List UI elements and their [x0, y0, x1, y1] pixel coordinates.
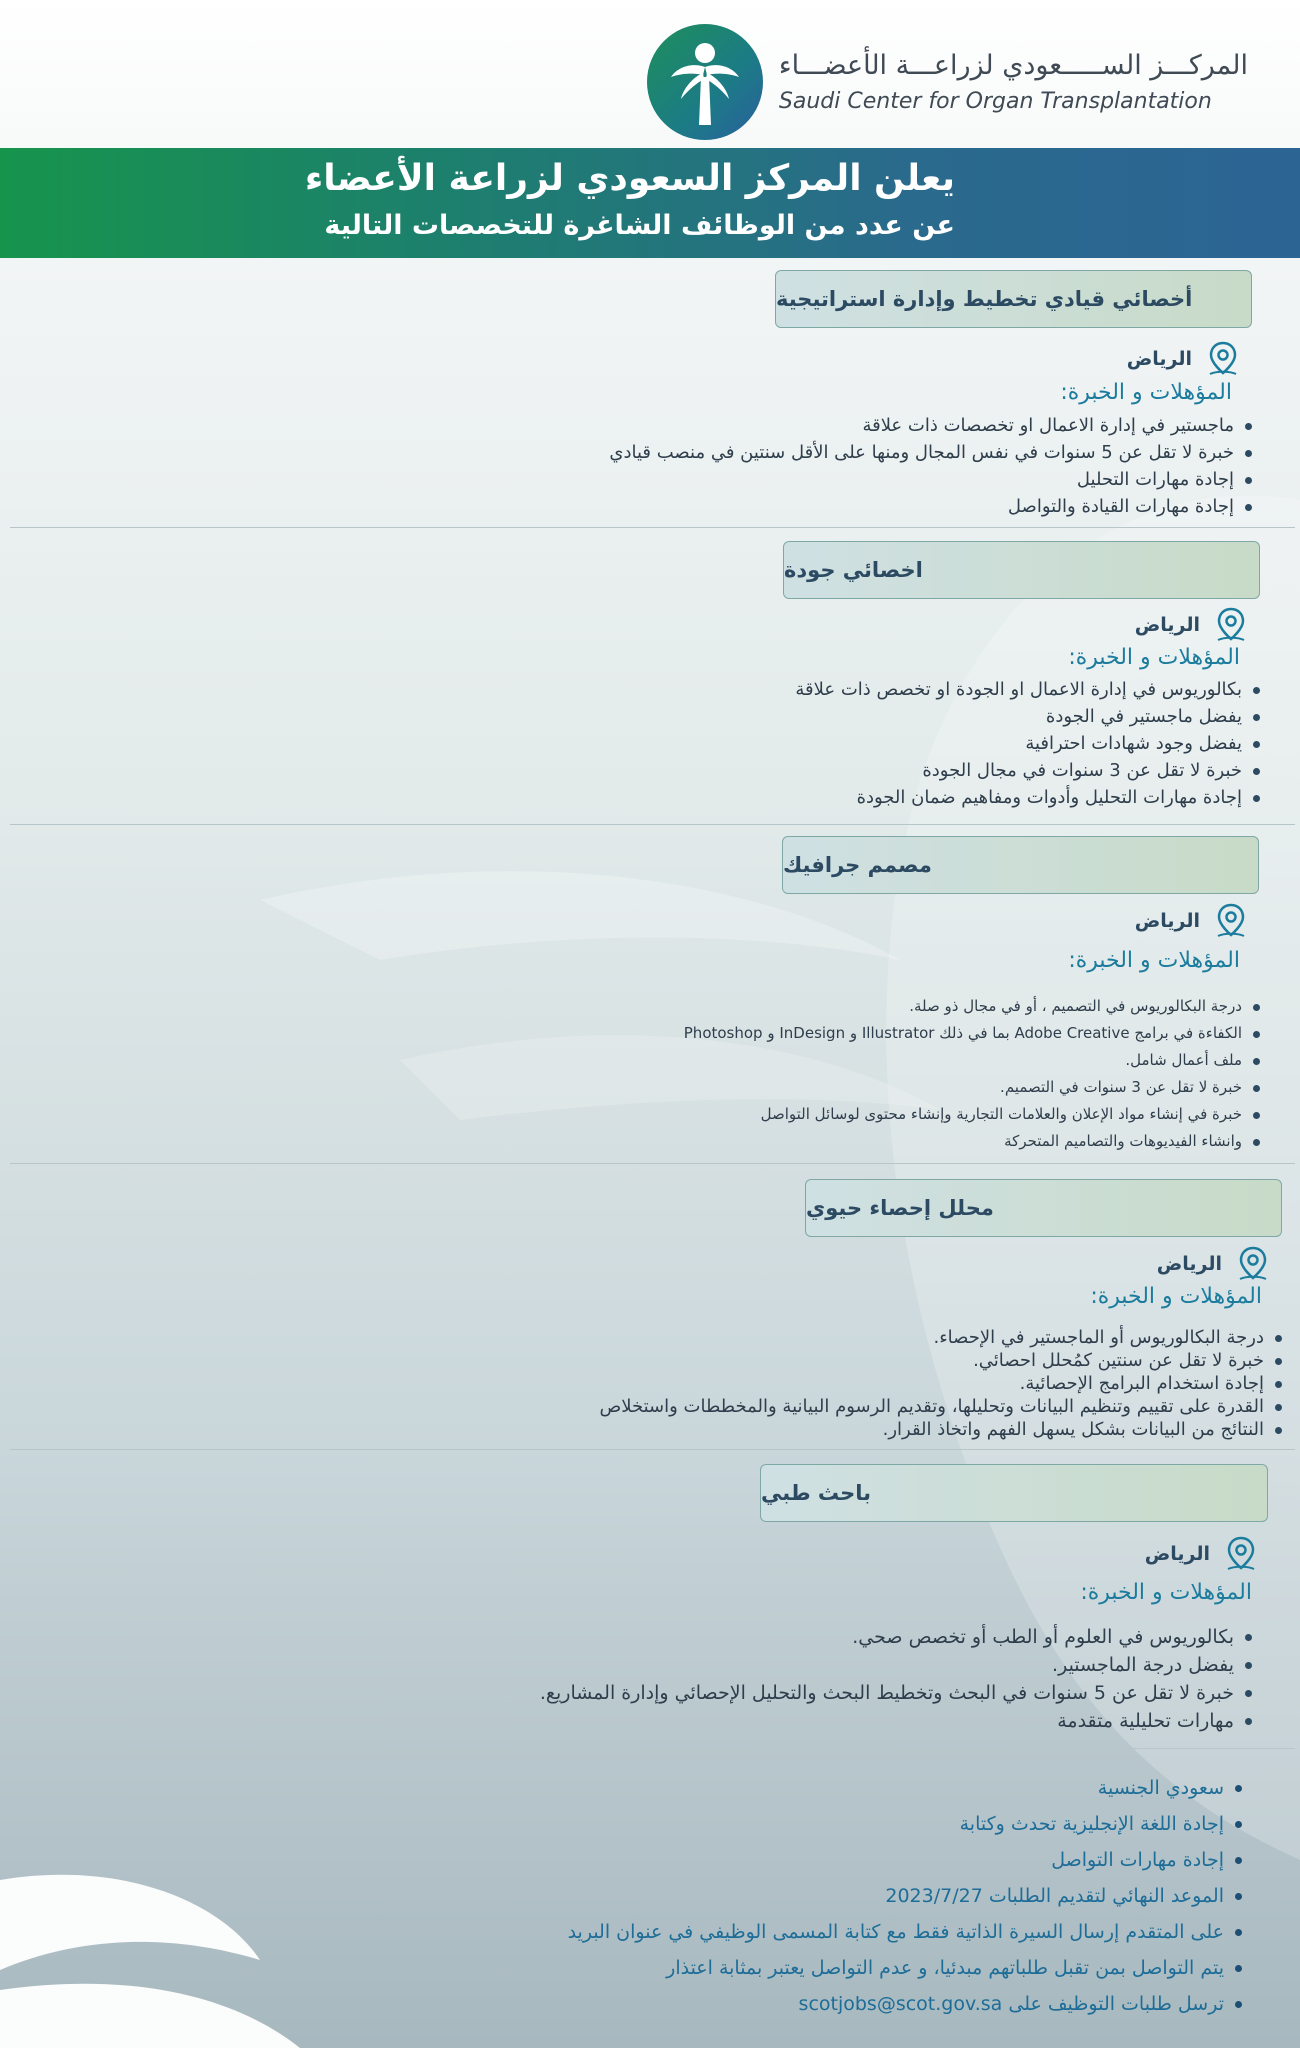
list-item: إجادة استخدام البرامج الإحصائية. [600, 1372, 1283, 1395]
requirement-item: إجادة مهارات التواصل [568, 1842, 1242, 1878]
job-location [1135, 902, 1248, 940]
list-item: خبرة لا تقل عن 3 سنوات في التصميم. [684, 1074, 1260, 1101]
list-item: ماجستير في إدارة الاعمال او تخصصات ذات علاقة [609, 412, 1252, 439]
location-pin-icon [1224, 1535, 1258, 1573]
job-title-box [805, 1179, 1282, 1237]
job-title-box [760, 1464, 1268, 1522]
job-title: أخصائي قيادي تخطيط وإدارة استراتيجية [776, 287, 1193, 311]
list-item: خبرة لا تقل عن 3 سنوات في مجال الجودة [795, 757, 1260, 784]
requirement-item: إجادة اللغة الإنجليزية تحدث وكتابة [568, 1806, 1242, 1842]
requirement-item: يتم التواصل بمن تقبل طلباتهم مبدئيا، و عدم التواصل يعتبر بمثابة اعتذار [568, 1950, 1242, 1986]
requirement-item: الموعد النهائي لتقديم الطلبات 2023/7/27 [568, 1878, 1242, 1914]
org-name-ar: المركـــز الســـــعودي لزراعـــة الأعضـــاء [778, 50, 1248, 81]
location-pin-icon [1236, 1245, 1270, 1283]
requirement-item: على المتقدم إرسال السيرة الذاتية فقط مع كتابة المسمى الوظيفي في عنوان البريد [568, 1914, 1242, 1950]
list-item: يفضل ماجستير في الجودة [795, 703, 1260, 730]
list-item: إجادة مهارات التحليل [609, 466, 1252, 493]
list-item: ملف أعمال شامل. [684, 1047, 1260, 1074]
requirement-item: سعودي الجنسية [568, 1770, 1242, 1806]
section-divider [10, 1163, 1295, 1164]
location-pin-icon [1206, 340, 1240, 378]
location-pin-icon [1214, 606, 1248, 644]
job-title-box [775, 270, 1252, 328]
list-item: درجة البكالوريوس أو الماجستير في الإحصاء. [600, 1326, 1283, 1349]
location-text: الرياض [1144, 1543, 1210, 1565]
job-title-box [783, 541, 1260, 599]
list-item: الكفاءة في برامج Adobe Creative بما في ذلك Illustrator و InDesign و Photoshop [684, 1020, 1260, 1047]
job-title: باحث طبي [761, 1481, 872, 1505]
list-item: يفضل وجود شهادات احترافية [795, 730, 1260, 757]
list-item: النتائج من البيانات بشكل يسهل الفهم واتخاذ القرار. [600, 1418, 1283, 1441]
job-location [1135, 606, 1248, 644]
org-name-en: Saudi Center for Organ Transplantation [778, 89, 1212, 114]
general-requirements-list [568, 1770, 1242, 2022]
qualifications-list [540, 1623, 1252, 1735]
qualifications-label: المؤهلات و الخبرة: [1080, 1580, 1252, 1605]
job-location [1127, 340, 1240, 378]
section-divider [10, 824, 1295, 825]
qualifications-label: المؤهلات و الخبرة: [1090, 1284, 1262, 1309]
list-item: خبرة لا تقل عن سنتين كمُحلل احصائي. [600, 1349, 1283, 1372]
qualifications-label: المؤهلات و الخبرة: [1060, 380, 1232, 405]
list-item: خبرة في إنشاء مواد الإعلان والعلامات التجارية وإنشاء محتوى لوسائل التواصل [684, 1101, 1260, 1128]
logo-palm-icon [647, 24, 763, 140]
qualifications-list [609, 412, 1252, 520]
list-item: يفضل درجة الماجستير. [540, 1651, 1252, 1679]
job-title: مصمم جرافيك [783, 853, 932, 877]
list-item: خبرة لا تقل عن 5 سنوات في البحث وتخطيط البحث والتحليل الإحصائي وإدارة المشاريع. [540, 1679, 1252, 1707]
logo [631, 22, 1248, 142]
list-item: القدرة على تقييم وتنظيم البيانات وتحليلها، وتقديم الرسوم البيانية والمخططات واستخلاص [600, 1395, 1283, 1418]
list-item: خبرة لا تقل عن 5 سنوات في نفس المجال ومنها على الأقل سنتين في منصب قيادي [609, 439, 1252, 466]
section-divider [10, 527, 1295, 528]
banner-subtitle: عن عدد من الوظائف الشاغرة للتخصصات التالية [324, 210, 955, 241]
job-location [1157, 1245, 1270, 1283]
job-location [1145, 1535, 1258, 1573]
location-text: الرياض [1134, 910, 1200, 932]
location-pin-icon [1214, 902, 1248, 940]
list-item: إجادة مهارات القيادة والتواصل [609, 493, 1252, 520]
logo-text [779, 50, 1248, 114]
qualifications-list [600, 1326, 1283, 1441]
location-text: الرياض [1126, 348, 1192, 370]
list-item: مهارات تحليلية متقدمة [540, 1707, 1252, 1735]
list-item: بكالوريوس في العلوم أو الطب أو تخصص صحي. [540, 1623, 1252, 1651]
section-divider [10, 1748, 1295, 1749]
location-text: الرياض [1134, 614, 1200, 636]
qualifications-list [684, 993, 1260, 1155]
location-text: الرياض [1156, 1253, 1222, 1275]
list-item: إجادة مهارات التحليل وأدوات ومفاهيم ضمان الجودة [795, 784, 1260, 811]
section-divider [10, 1449, 1295, 1450]
job-title: محلل إحصاء حيوي [806, 1196, 994, 1220]
announcement-banner [0, 148, 1300, 258]
banner-title: يعلن المركز السعودي لزراعة الأعضاء [304, 158, 955, 199]
qualifications-label: المؤهلات و الخبرة: [1068, 645, 1240, 670]
job-title: اخصائي جودة [784, 558, 923, 582]
qualifications-label: المؤهلات و الخبرة: [1068, 948, 1240, 973]
job-title-box [782, 836, 1259, 894]
list-item: بكالوريوس في إدارة الاعمال او الجودة او تخصص ذات علاقة [795, 676, 1260, 703]
list-item: درجة البكالوريوس في التصميم ، أو في مجال ذو صلة. [684, 993, 1260, 1020]
qualifications-list [795, 676, 1260, 811]
list-item: وانشاء الفيديوهات والتصاميم المتحركة [684, 1128, 1260, 1155]
email-requirement-item[interactable]: ترسل طلبات التوظيف على scotjobs@scot.gov.sa [568, 1986, 1242, 2022]
